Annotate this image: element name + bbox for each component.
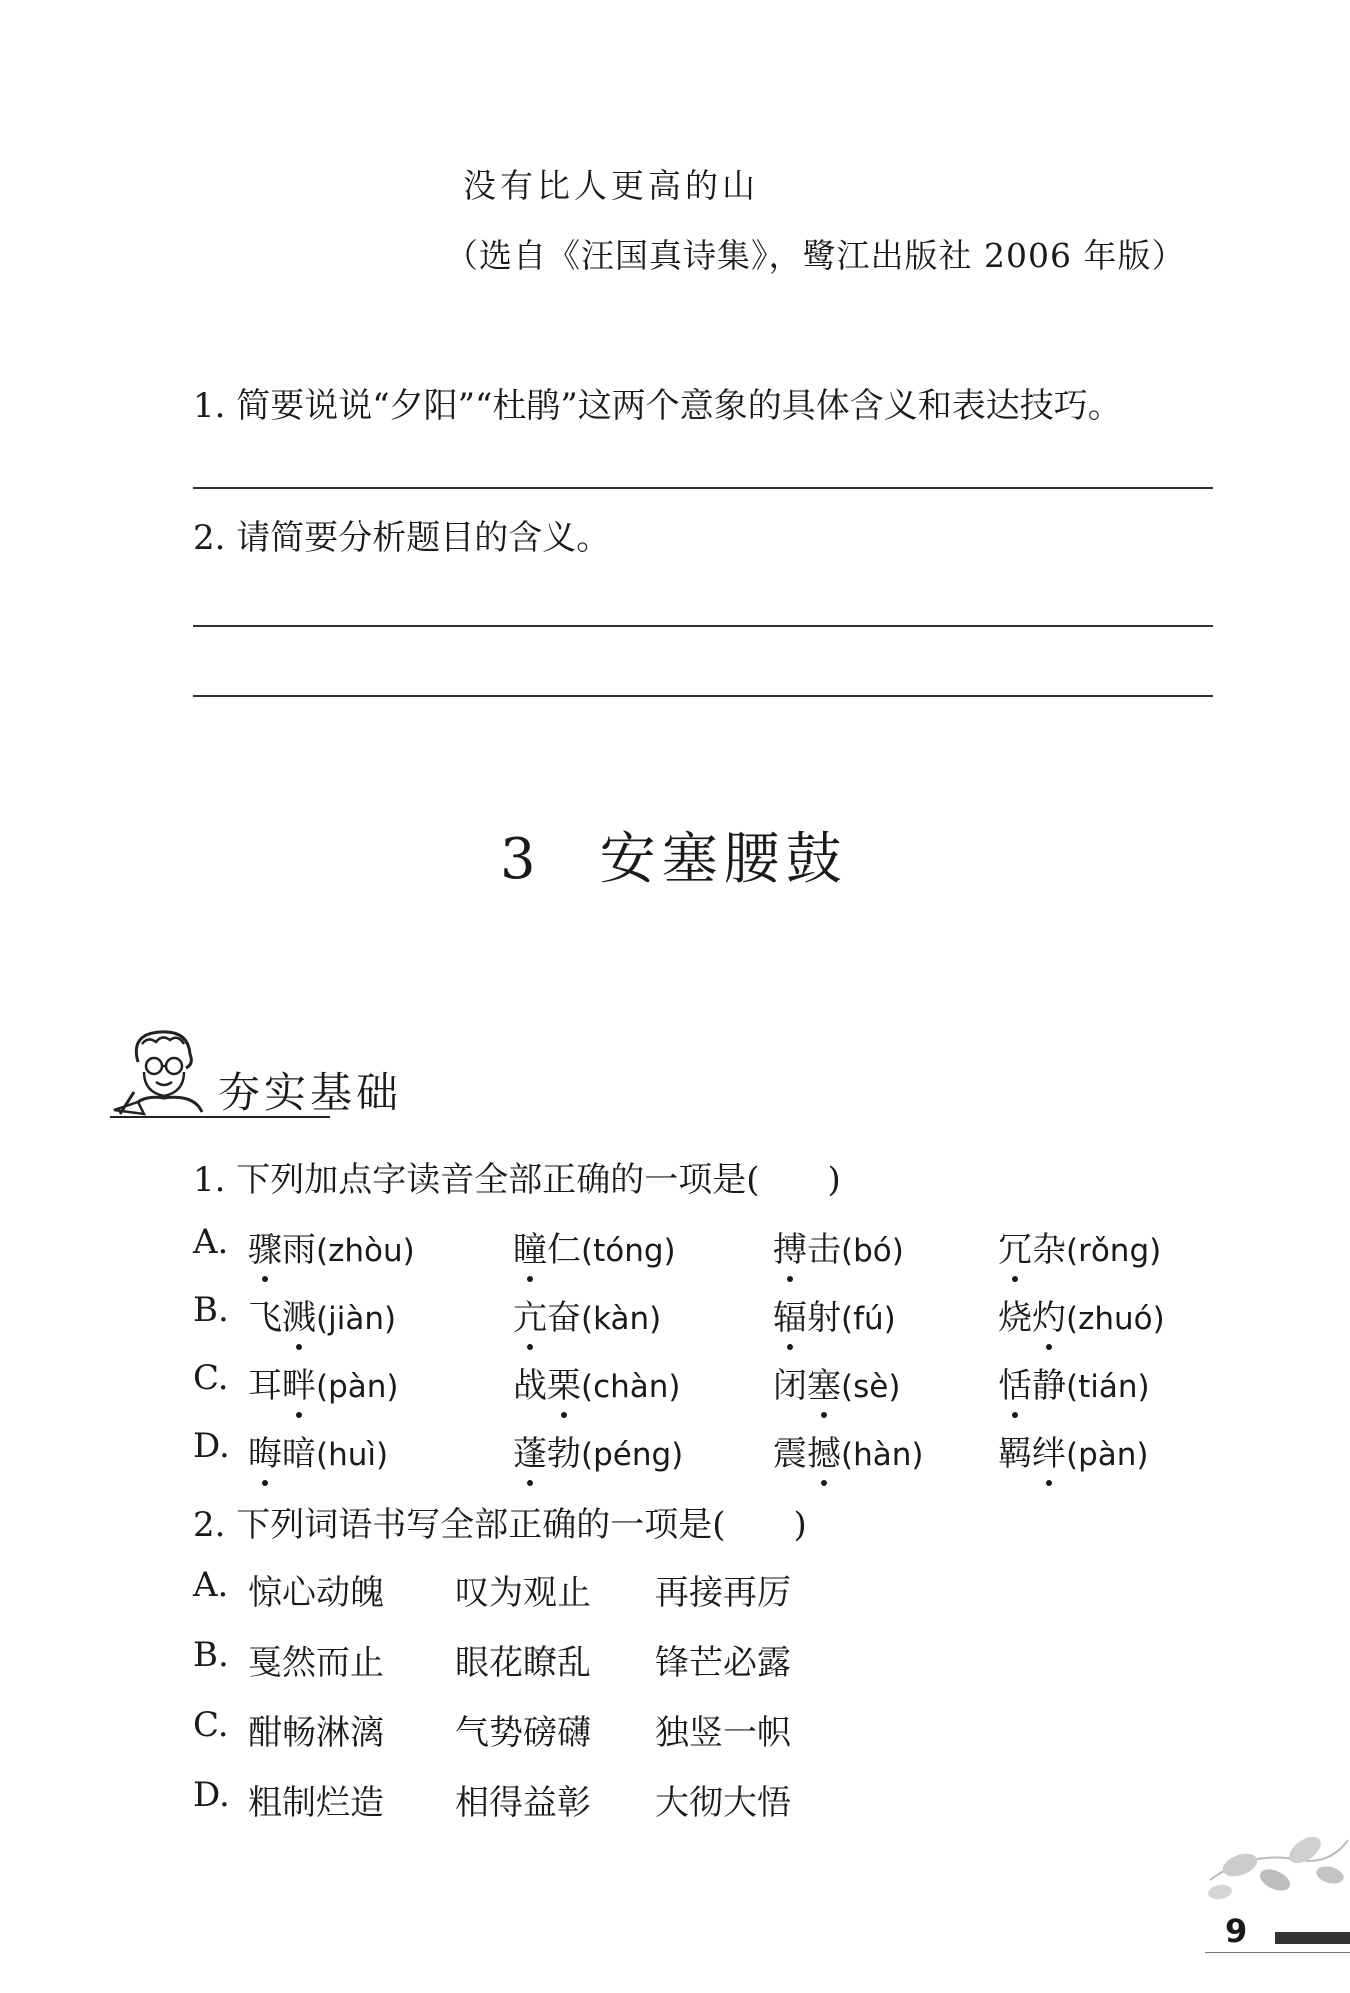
item-pre: 烧 bbox=[998, 1298, 1032, 1338]
item-post: 奋 bbox=[547, 1298, 581, 1338]
pinyin-item bbox=[998, 1426, 1149, 1475]
word: 独竖一帜 bbox=[655, 1713, 791, 1753]
answer-line bbox=[193, 487, 1213, 489]
section-underline bbox=[110, 1116, 330, 1118]
dotted-char: 栗 bbox=[547, 1366, 581, 1406]
dotted-char: 亢 bbox=[513, 1298, 547, 1338]
word: 惊心动魄 bbox=[248, 1573, 384, 1613]
item-post: 射 bbox=[807, 1298, 841, 1338]
item-post: 杂 bbox=[1032, 1230, 1066, 1270]
dotted-char: 骤 bbox=[248, 1230, 282, 1270]
pinyin-item bbox=[998, 1222, 1161, 1271]
word: 叹为观止 bbox=[455, 1573, 591, 1613]
q2-stem: 2. 下列词语书写全部正确的一项是( ) bbox=[193, 1505, 807, 1545]
answer-line bbox=[193, 695, 1213, 697]
item-pre: 羁 bbox=[998, 1434, 1032, 1474]
dotted-char: 晦 bbox=[248, 1434, 282, 1474]
pinyin-item bbox=[248, 1358, 399, 1407]
pinyin-item bbox=[513, 1290, 661, 1339]
word: 再接再厉 bbox=[655, 1573, 791, 1613]
word: 戛然而止 bbox=[248, 1643, 384, 1683]
chapter-title: 安塞腰鼓 bbox=[599, 827, 848, 892]
pinyin: (pàn) bbox=[316, 1369, 399, 1405]
word: 酣畅淋漓 bbox=[248, 1713, 384, 1753]
pinyin: (péng) bbox=[581, 1437, 684, 1473]
chapter-heading bbox=[500, 815, 848, 895]
pinyin-item bbox=[773, 1426, 923, 1475]
pinyin: (zhuó) bbox=[1066, 1301, 1165, 1337]
pinyin: (tián) bbox=[1066, 1369, 1150, 1405]
option-letter: C. bbox=[193, 1358, 229, 1398]
dotted-char: 撼 bbox=[807, 1434, 841, 1474]
option-letter: D. bbox=[193, 1775, 230, 1815]
pinyin: (fú) bbox=[841, 1301, 896, 1337]
pinyin: (chàn) bbox=[581, 1369, 681, 1405]
item-pre: 闭 bbox=[773, 1366, 807, 1406]
leaf-decoration-icon bbox=[1200, 1820, 1350, 1910]
page-number-bar bbox=[1275, 1932, 1350, 1944]
word: 气势磅礴 bbox=[455, 1713, 591, 1753]
pinyin-item bbox=[998, 1358, 1150, 1407]
dotted-char: 搏 bbox=[773, 1230, 807, 1270]
pinyin: (huì) bbox=[316, 1437, 389, 1473]
pinyin-item bbox=[773, 1222, 904, 1271]
word: 相得益彰 bbox=[455, 1783, 591, 1823]
dotted-char: 瞳 bbox=[513, 1230, 547, 1270]
item-post: 勃 bbox=[547, 1434, 581, 1474]
chapter-number: 3 bbox=[500, 827, 542, 892]
item-pre: 震 bbox=[773, 1434, 807, 1474]
pinyin-item bbox=[248, 1222, 415, 1271]
pinyin-item bbox=[513, 1222, 676, 1271]
page-number-rule bbox=[1205, 1952, 1350, 1953]
pinyin-item bbox=[773, 1290, 896, 1339]
dotted-char: 溅 bbox=[282, 1298, 316, 1338]
dotted-char: 蓬 bbox=[513, 1434, 547, 1474]
option-letter: D. bbox=[193, 1426, 230, 1466]
option-letter: A. bbox=[193, 1565, 229, 1605]
dotted-char: 灼 bbox=[1032, 1298, 1066, 1338]
poem-closing-line: 没有比人更高的山 bbox=[463, 166, 759, 205]
poem-source: （选自《汪国真诗集》，鹭江出版社 2006 年版） bbox=[445, 236, 1186, 275]
word: 粗制烂造 bbox=[248, 1783, 384, 1823]
word: 眼花瞭乱 bbox=[455, 1643, 591, 1683]
item-pre: 飞 bbox=[248, 1298, 282, 1338]
pinyin: (rǒng) bbox=[1066, 1233, 1162, 1269]
word: 大彻大悟 bbox=[655, 1783, 791, 1823]
pinyin: (pàn) bbox=[1066, 1437, 1149, 1473]
dotted-char: 绊 bbox=[1032, 1434, 1066, 1474]
dotted-char: 冗 bbox=[998, 1230, 1032, 1270]
pinyin: (jiàn) bbox=[316, 1301, 397, 1337]
pinyin-item bbox=[513, 1426, 683, 1475]
pinyin: (kàn) bbox=[581, 1301, 662, 1337]
word: 锋芒必露 bbox=[655, 1643, 791, 1683]
pinyin-item bbox=[773, 1358, 900, 1407]
answer-line bbox=[193, 625, 1213, 627]
pinyin-item bbox=[513, 1358, 681, 1407]
pinyin: (tóng) bbox=[581, 1233, 676, 1269]
pinyin-item bbox=[248, 1426, 388, 1475]
item-post: 仁 bbox=[547, 1230, 581, 1270]
reading-question-2: 2. 请简要分析题目的含义。 bbox=[193, 518, 611, 558]
pinyin: (zhòu) bbox=[316, 1233, 415, 1269]
dotted-char: 塞 bbox=[807, 1366, 841, 1406]
item-post: 暗 bbox=[282, 1434, 316, 1474]
dotted-char: 恬 bbox=[998, 1366, 1032, 1406]
item-pre: 耳 bbox=[248, 1366, 282, 1406]
dotted-char: 辐 bbox=[773, 1298, 807, 1338]
page-number: 9 bbox=[1225, 1912, 1248, 1950]
pinyin-item bbox=[998, 1290, 1165, 1339]
option-letter: C. bbox=[193, 1705, 229, 1745]
item-pre: 战 bbox=[513, 1366, 547, 1406]
pinyin: (bó) bbox=[841, 1233, 904, 1269]
option-letter: B. bbox=[193, 1635, 229, 1675]
item-post: 雨 bbox=[282, 1230, 316, 1270]
pinyin: (hàn) bbox=[841, 1437, 924, 1473]
option-letter: A. bbox=[193, 1222, 229, 1262]
item-post: 静 bbox=[1032, 1366, 1066, 1406]
q1-stem: 1. 下列加点字读音全部正确的一项是( ) bbox=[193, 1160, 841, 1200]
pinyin-item bbox=[248, 1290, 396, 1339]
dotted-char: 畔 bbox=[282, 1366, 316, 1406]
option-letter: B. bbox=[193, 1290, 229, 1330]
pinyin: (sè) bbox=[841, 1369, 901, 1405]
section-title: 夯实基础 bbox=[218, 1068, 403, 1117]
reading-question-1: 1. 简要说说“夕阳”“杜鹃”这两个意象的具体含义和表达技巧。 bbox=[193, 386, 1122, 426]
item-post: 击 bbox=[807, 1230, 841, 1270]
teacher-reading-icon bbox=[108, 1022, 220, 1118]
